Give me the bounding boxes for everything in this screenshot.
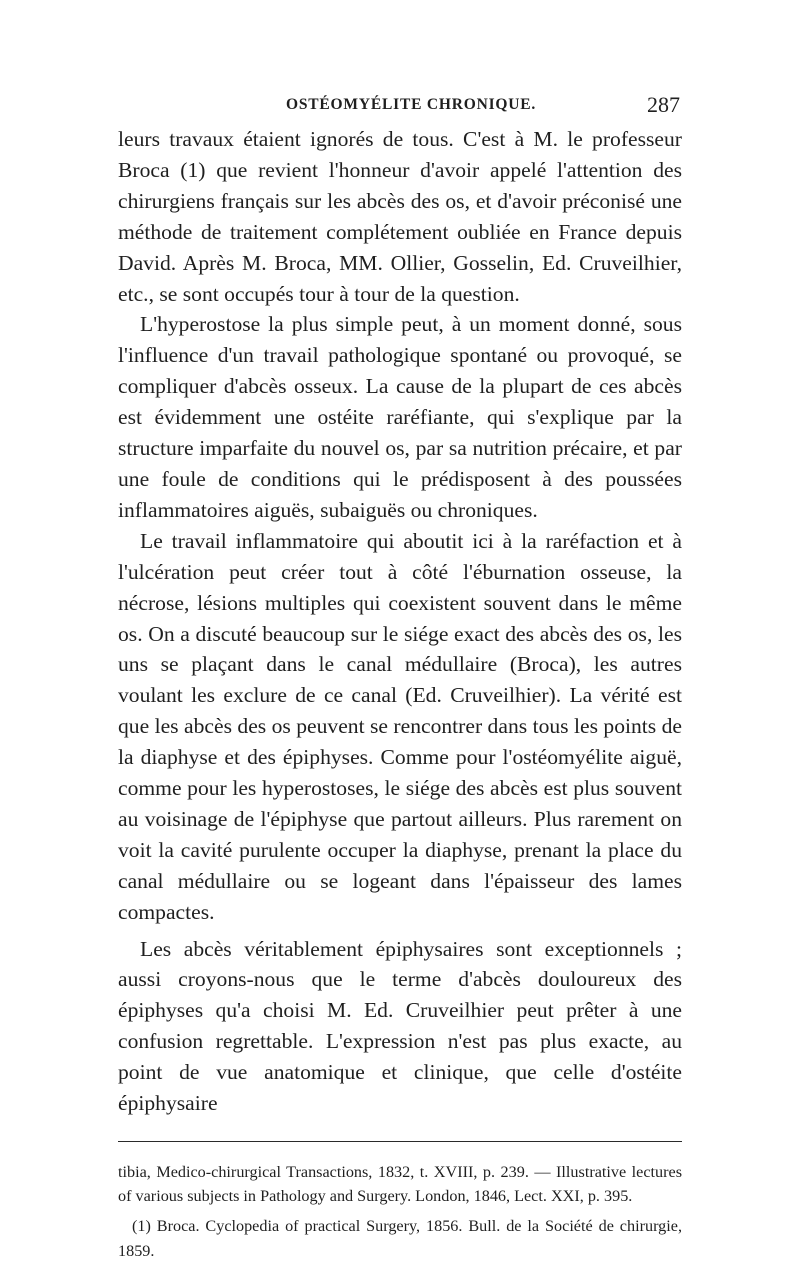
paragraph: leurs travaux étaient ignorés de tous. C'est à M. le professeur Broca (1) que revient l'honneur d'avoir appelé l'attention des chirurgiens français sur les abcès des os, et d'avoir préconisé une méthode de traitement complétement oubliée en France depuis David. Après M. Broca, MM. Ollier, Gosselin, Ed. Cruveilhier, etc., se sont occupés tour à tour de la question. (118, 127, 682, 306)
running-head (118, 92, 682, 122)
paragraph: L'hyperostose la plus simple peut, à un moment donné, sous l'influence d'un travail pathologique spontané ou provoqué, se compliquer d'abcès osseux. La cause de la plupart de ces abcès est évidemment une ostéite raréfiante, qui s'explique par la structure imparfaite du nouvel os, par sa nutrition précaire, et par une foule de conditions qui le prédisposent à des poussées inflammatoires aiguës, subaiguës ou chroniques. (118, 312, 682, 522)
footnote-rule (118, 1141, 682, 1142)
body-text (118, 124, 682, 1119)
paragraph: Le travail inflammatoire qui aboutit ici à la raréfaction et à l'ulcération peut créer tout à côté l'éburnation osseuse, la nécrose, lésions multiples qui coexistent souvent dans le même os. On a discuté beaucoup sur le siége exact des abcès des os, les uns se plaçant dans le canal médullaire (Broca), les autres voulant les exclure de ce canal (Ed. Cruveilhier). La vérité est que les abcès des os peuvent se rencontrer dans tous les points de la diaphyse et des épiphyses. Comme pour l'ostéomyélite aiguë, comme pour les hyperostoses, le siége des abcès est plus souvent au voisinage de l'épiphyse que partout ailleurs. Plus rarement on voit la cavité purulente occuper la diaphyse, prenant la place du canal médullaire ou se logeant dans l'épaisseur des lames compactes. (118, 528, 682, 924)
page-number: 287 (647, 92, 680, 117)
footnote-continuation: tibia, Medico-chirurgical Transactions, 1832, t. XVIII, p. 239. — Illustrative lectures of various subjects in Pathology and Surgery. London, 1846, Lect. XXI, p. 395. (118, 1163, 682, 1206)
footnotes (118, 1160, 682, 1263)
book-page (118, 92, 682, 1263)
paragraph: Les abcès véritablement épiphysaires sont exceptionnels ; aussi croyons-nous que le terme d'abcès douloureux des épiphyses qu'a choisi M. Ed. Cruveilhier peut prêter à une confusion regrettable. L'expression n'est pas plus exacte, au point de vue anatomique et clinique, que celle d'ostéite épiphysaire (118, 936, 682, 1116)
running-title: OSTÉOMYÉLITE CHRONIQUE. (286, 96, 537, 113)
footnote-1: (1) Broca. Cyclopedia of practical Surgery, 1856. Bull. de la Société de chirurgie, 1859. (118, 1217, 682, 1260)
